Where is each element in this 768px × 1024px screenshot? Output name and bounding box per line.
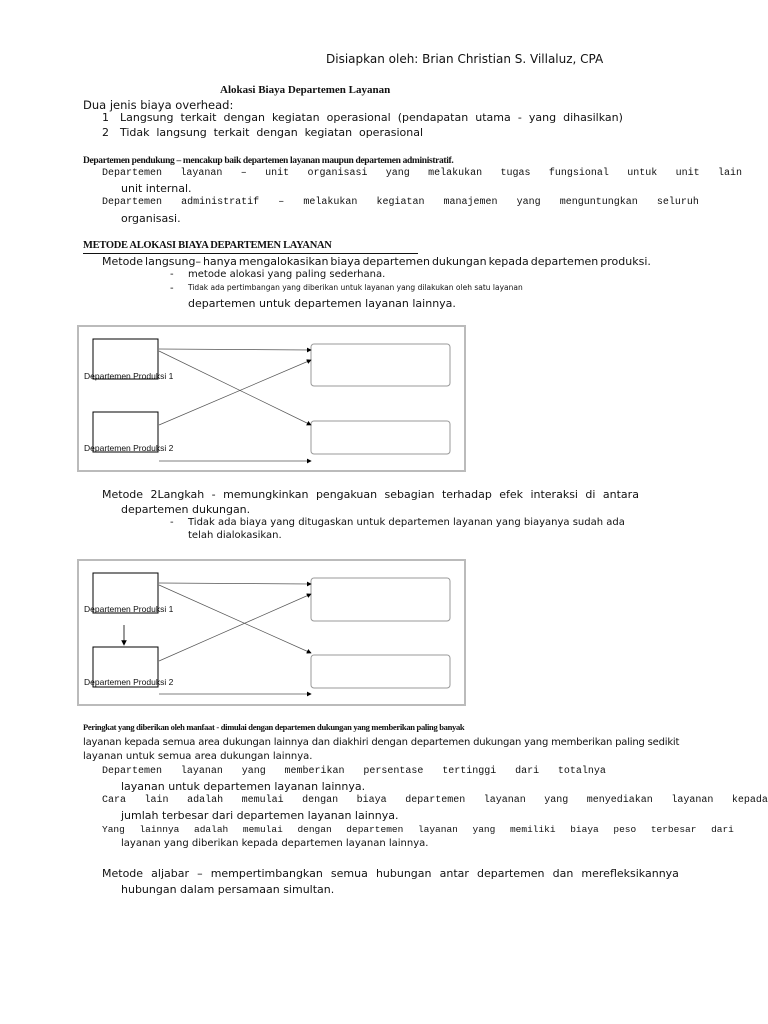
word: kegiatan [376,197,425,208]
methods-heading-underline [83,253,418,254]
service-dept-box-3 [311,578,450,621]
word: 2Langkah [150,488,205,501]
word: biaya [570,824,599,835]
step-method-cont: departemen dukungan. [121,503,251,516]
step-bullet-cont: telah dialokasikan. [188,530,282,541]
word: antara [602,488,639,501]
word: antar [439,867,469,880]
word: terkait [180,111,217,124]
arrow-1c [159,360,311,425]
word: layanan [671,795,714,806]
word: biaya [356,795,387,806]
word: merefleksikannya [581,867,679,880]
word: yang [472,824,496,835]
ranking-item-2 [102,795,768,806]
step-method-diagram [77,559,466,706]
arrow-1a [159,349,311,350]
word: layanan [180,766,223,777]
word: Cara [102,795,127,806]
word: Langsung [120,111,174,124]
word: dari [515,766,540,777]
word: yang [544,795,569,806]
arrow-2a [159,583,311,584]
word: biaya [330,255,361,268]
word: kegiatan [304,126,353,139]
word: langsung– [145,255,201,268]
service-dept-cont: unit internal. [121,182,192,195]
word: memiliki [509,824,556,835]
word: untuk [627,168,658,179]
word: menyediakan [586,795,653,806]
word: memberikan [284,766,345,777]
word: departemen [362,255,430,268]
word: yang [385,168,410,179]
word: interaksi [530,488,578,501]
word: unit [675,168,700,179]
word: – [240,168,247,179]
word: hubungan [375,867,432,880]
step-bullet: Tidak ada biaya yang ditugaskan untuk departemen layanan yang biayanya sudah ada [188,517,625,528]
word: efek [499,488,524,501]
ranking-item-3 [102,824,734,835]
word: tugas [500,168,531,179]
service-dept-box-2 [311,421,450,454]
word: tertinggi [442,766,497,777]
prod-dept-1-label-2: Departemen Produksi 1 [84,604,174,614]
word: departemen [346,824,404,835]
ranking-item-3-cont: layanan yang diberikan kepada departemen layanan lainnya. [121,838,429,849]
admin-dept-definition [102,197,699,208]
step-method [102,488,639,501]
word: dukungan [431,255,487,268]
word: dengan [302,795,339,806]
word: yang [528,111,557,124]
word: Yang [102,824,125,835]
word: di [585,488,596,501]
word: – [197,867,203,880]
word: manajemen [443,197,498,208]
word: departemen [477,867,545,880]
word: adalah [194,824,229,835]
word: memulai [242,824,283,835]
algebraic-method-cont: hubungan dalam persamaan simultan. [121,883,335,896]
direct-bullet-1: metode alokasi yang paling sederhana. [188,269,386,280]
word: departemen [530,255,599,268]
step-bullet-dash: - [170,517,174,528]
service-dept-box-4 [311,655,450,688]
word: fungsional [548,168,609,179]
word: melakukan [428,168,483,179]
word: dengan [223,111,265,124]
word: organisasi [307,168,368,179]
word: terkait [213,126,250,139]
ranking-heading: Peringkat yang diberikan oleh manfaat - dimulai dengan departemen dukungan yang memberikan paling banyak [83,722,465,732]
ranking-item-1-cont: layanan untuk departemen layanan lainnya. [121,780,366,793]
word: dari [711,824,734,835]
methods-heading: METODE ALOKASI BIAYA DEPARTEMEN LAYANAN [83,240,332,251]
admin-dept-cont: organisasi. [121,212,181,225]
prod-dept-2-label-2: Departemen Produksi 2 [84,677,174,687]
ranking-line-2: layanan kepada semua area dukungan lainnya dan diakhiri dengan departemen dukungan yang memberikan paling sedikit [83,737,680,748]
word: peso [613,824,637,835]
word: melakukan [303,197,358,208]
prod-dept-2-label: Departemen Produksi 2 [84,443,174,453]
word: Departemen [102,197,163,208]
word: kegiatan [271,111,320,124]
word: administratif [181,197,260,208]
direct-bullet-2-cont: departemen untuk departemen layanan lainnya. [188,297,456,310]
direct-bullet-1-dash: - [170,269,174,280]
word: dengan [256,126,298,139]
word: mengalokasikan [238,255,329,268]
word: terhadap [441,488,492,501]
word: adalah [187,795,224,806]
word: Tidak [120,126,150,139]
ranking-item-1 [102,766,606,777]
direct-bullet-2: Tidak ada pertimbangan yang diberikan untuk layanan yang dilakukan oleh satu layanan [188,283,523,292]
word: memungkinkan [223,488,309,501]
prod-dept-1-label: Departemen Produksi 1 [84,371,174,381]
word: - [517,111,522,124]
word: operasional [358,126,423,139]
arrow-2b [159,585,311,653]
word: Departemen [102,168,163,179]
direct-bullet-2-dash: - [170,283,174,294]
word: mempertimbangkan [210,867,323,880]
word: aljabar [151,867,189,880]
word: layanan [180,168,223,179]
algebraic-method [102,867,679,880]
arrow-1b [159,351,311,425]
word: yang [241,766,266,777]
word: – [278,197,285,208]
word: totalnya [557,766,606,777]
word: Metode [102,867,144,880]
overhead-item-2 [120,126,423,139]
word: yang [516,197,541,208]
word: hanya [202,255,237,268]
document-title: Alokasi Biaya Departemen Layanan [220,84,391,96]
overhead-item-1 [120,111,623,124]
ranking-item-2-cont: jumlah terbesar dari departemen layanan lainnya. [121,809,399,822]
word: memulai [241,795,284,806]
word: operasional [326,111,391,124]
word: unit [265,168,290,179]
word: kepada [488,255,529,268]
word: Departemen [102,766,163,777]
word: produksi. [600,255,651,268]
ranking-line-3: layanan untuk semua area dukungan lainnya. [83,751,313,762]
word: - [211,488,216,501]
overhead-item-2-number: 2 [102,126,109,139]
arrow-2c [159,594,311,661]
overhead-item-1-number: 1 [102,111,109,124]
word: lain [717,168,742,179]
overhead-intro: Dua jenis biaya overhead: [83,98,234,112]
word: dan [552,867,574,880]
word: Metode [102,255,144,268]
word: layanan [417,824,458,835]
word: lainnya [139,824,180,835]
word: dihasilkan) [563,111,623,124]
service-dept-definition [102,168,742,179]
word: seluruh [656,197,699,208]
word: kepada [731,795,768,806]
word: sebagian [384,488,435,501]
word: dengan [297,824,332,835]
support-heading: Departemen pendukung – mencakup baik departemen layanan maupun departemen administratif. [83,156,454,166]
word: semua [330,867,368,880]
word: departemen [405,795,466,806]
word: langsung [156,126,207,139]
direct-method [102,255,651,268]
word: layanan [483,795,526,806]
word: utama [475,111,511,124]
service-dept-box-1 [311,344,450,386]
prepared-by: Disiapkan oleh: Brian Christian S. Villaluz, CPA [326,52,604,66]
word: (pendapatan [397,111,469,124]
direct-method-diagram [77,325,466,472]
word: lain [144,795,169,806]
word: menguntungkan [559,197,638,208]
word: persentase [363,766,424,777]
word: pengakuan [315,488,378,501]
word: Metode [102,488,144,501]
word: terbesar [650,824,697,835]
